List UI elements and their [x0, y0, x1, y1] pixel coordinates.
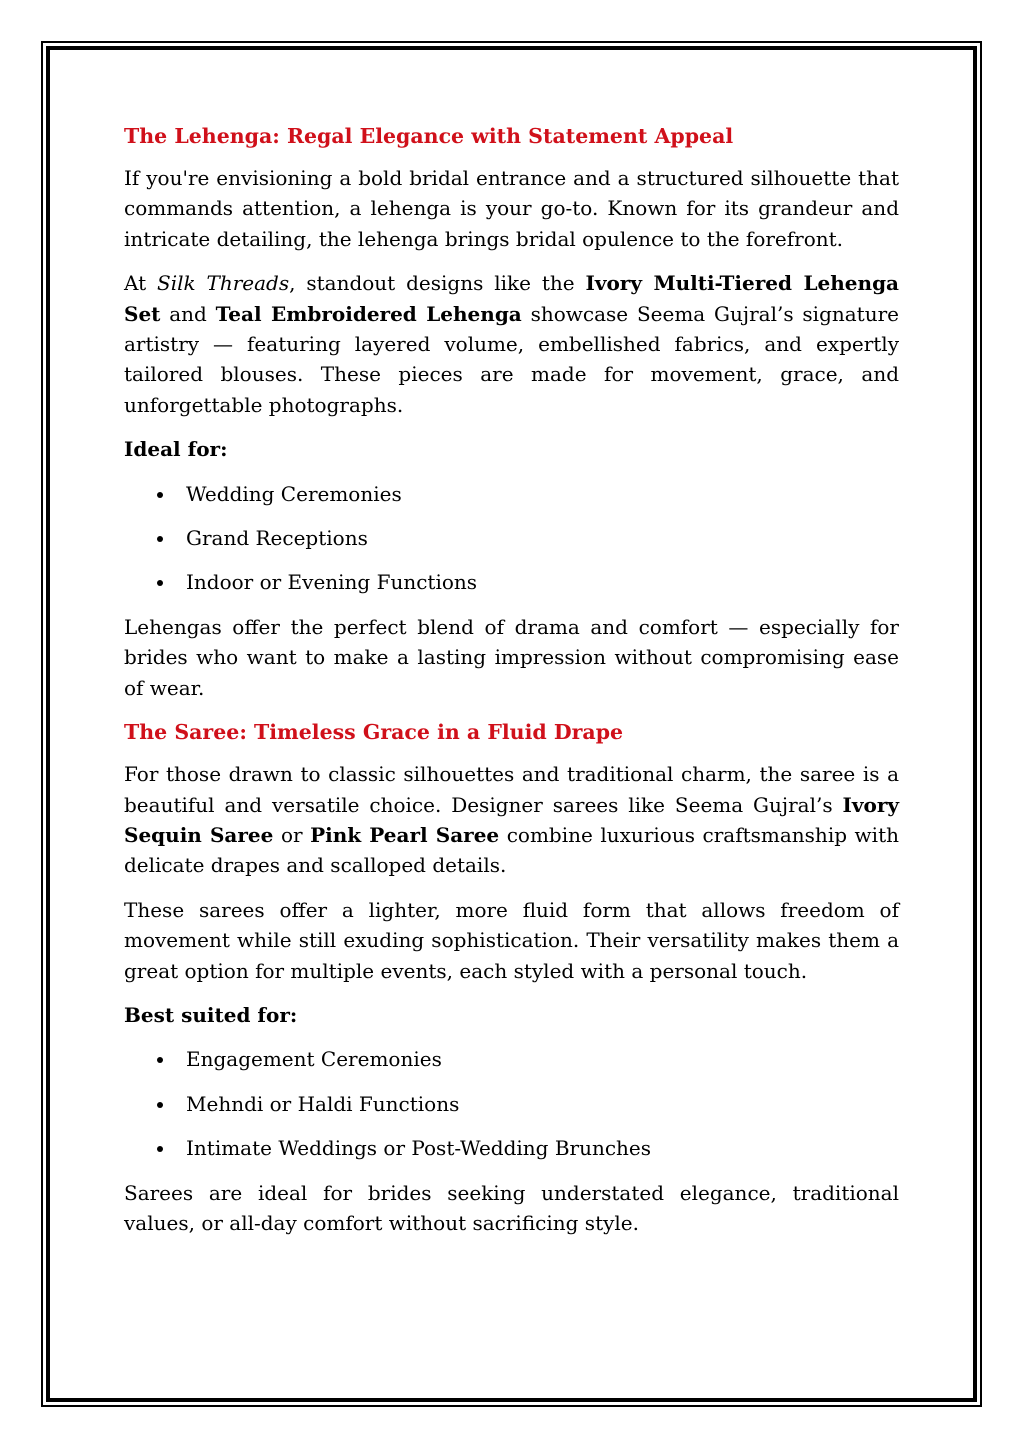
list-item: Intimate Weddings or Post-Wedding Brunches: [124, 1133, 899, 1163]
product-name: Pink Pearl Saree: [310, 822, 500, 847]
lehenga-designs-paragraph: [124, 268, 899, 420]
list-item: Engagement Ceremonies: [124, 1044, 899, 1074]
brand-name: Silk Threads: [157, 271, 290, 296]
lehenga-closing: Lehengas offer the perfect blend of drama and comfort — especially for brides who want to make a lasting impression without compromising ease of wear.: [124, 614, 899, 700]
text-run: For those drawn to classic silhouettes and traditional charm, the saree is a beautiful and versatile choice. Designer sarees like Seema Gujral’s: [124, 762, 899, 817]
list-item: Grand Receptions: [124, 523, 899, 553]
text-run: showcase Seema Gujral’s signature artistry — featuring layered volume, embellished fabrics, and expertly tailored blouses. These pieces are made for movement, grace, and unforgettable photographs.: [124, 301, 899, 417]
document-body: [124, 121, 899, 1252]
list-item: Indoor or Evening Functions: [124, 567, 899, 597]
lehenga-heading: The Lehenga: Regal Elegance with Statement Appeal: [124, 124, 734, 148]
best-suited-label: Best suited for:: [124, 1002, 298, 1027]
text-run: or: [273, 822, 311, 847]
saree-versatility: These sarees offer a lighter, more fluid form that allows freedom of movement while still exuding sophistication. Their versatility makes them a great option for multiple events, each styled with a personal touch.: [124, 897, 899, 983]
list-item: Wedding Ceremonies: [124, 479, 899, 509]
best-suited-list: [124, 1044, 899, 1163]
text-run: At: [124, 271, 158, 296]
product-name: Ivory Multi-Tiered Lehenga Set: [124, 271, 900, 326]
text-run: , standout designs like the: [289, 271, 586, 296]
list-item: Mehndi or Haldi Functions: [124, 1089, 899, 1119]
saree-intro: [124, 759, 899, 881]
ideal-for-list: [124, 479, 899, 598]
text-run: and: [160, 301, 216, 326]
product-name: Ivory Sequin Saree: [124, 792, 899, 847]
product-name: Teal Embroidered Lehenga: [215, 301, 522, 326]
text-run: combine luxurious craftsmanship with delicate drapes and scalloped details.: [124, 822, 899, 878]
lehenga-intro: If you're envisioning a bold bridal entrance and a structured silhouette that commands attention, a lehenga is your go-to. Known for its grandeur and intricate detailing, the lehenga brings bridal opulence to the forefront.: [124, 166, 899, 251]
ideal-for-label: Ideal for:: [124, 437, 228, 462]
saree-heading: The Saree: Timeless Grace in a Fluid Drape: [124, 720, 624, 745]
saree-closing: Sarees are ideal for brides seeking understated elegance, traditional values, or all-day comfort without sacrificing style.: [124, 1180, 899, 1235]
